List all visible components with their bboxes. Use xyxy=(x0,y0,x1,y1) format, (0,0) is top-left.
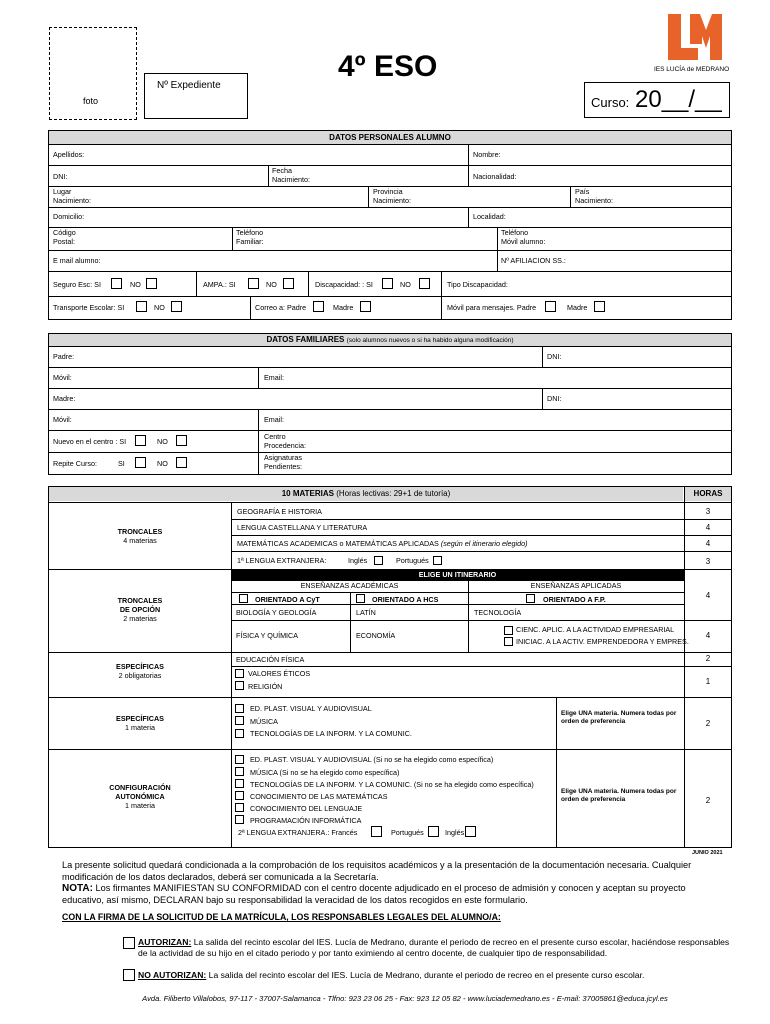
autorizan-body: La salida del recinto escolar del IES. Lucía de Medrano, durante el periodo de recreo en el presente curso escolar, haciéndose responsables de la actividad de su hijo en el citado periodo y por tanto eximiendo al centro docente, de cualquier tipo de responsabilidad. xyxy=(138,937,730,958)
familiares-title-text: DATOS FAMILIARES xyxy=(266,335,345,344)
pendientes-label: Pendientes: xyxy=(264,462,302,471)
ens-apl-header: ENSEÑANZAS APLICADAS xyxy=(530,581,622,590)
dni-label: DNI: xyxy=(53,172,68,181)
discapacidad-no-label: NO xyxy=(400,280,411,289)
nuevo-si-checkbox[interactable] xyxy=(135,435,146,446)
autorizan-label: AUTORIZAN: xyxy=(138,937,192,947)
mates-hours: 4 xyxy=(705,539,711,548)
troncales-opcion-sub: 2 materias xyxy=(123,614,157,623)
centro-label: Centro xyxy=(264,432,286,441)
transporte-no-checkbox[interactable] xyxy=(171,301,182,312)
domicilio-label: Domicilio: xyxy=(53,212,85,221)
junio-label: JUNIO 2021 xyxy=(692,850,723,856)
curso-value: 20__/__ xyxy=(635,86,722,113)
config-sub: 1 materia xyxy=(125,801,155,810)
ens-acad-header: ENSEÑANZAS ACADÉMICAS xyxy=(300,581,399,590)
especificas-sub: 2 obligatorias xyxy=(118,671,162,680)
personal-section xyxy=(48,130,732,320)
codigo-label: Código xyxy=(53,228,76,237)
seguro-no-label: NO xyxy=(130,280,141,289)
tipo-discapacidad-label: Tipo Discapacidad: xyxy=(447,280,508,289)
noautorizan-text xyxy=(138,970,736,981)
lext-ingles-checkbox[interactable] xyxy=(374,556,383,565)
photo-box xyxy=(49,27,137,120)
c-frances-checkbox[interactable] xyxy=(371,826,382,837)
horas-header: HORAS xyxy=(685,487,731,501)
procedencia-label: Procedencia: xyxy=(264,441,306,450)
movil-alumno-label: Móvil alumno: xyxy=(501,237,546,246)
footer-nota xyxy=(62,883,728,906)
c-prog-checkbox[interactable] xyxy=(235,815,244,824)
tecno-subject: TECNOLOGÍA xyxy=(474,608,522,617)
ampa-no-checkbox[interactable] xyxy=(283,278,294,289)
esp2-hours: 2 xyxy=(705,719,711,728)
telefono-familiar-label: Teléfono xyxy=(236,228,264,237)
troncales-label: TRONCALES xyxy=(117,527,163,536)
transporte-si-checkbox[interactable] xyxy=(136,301,147,312)
config-instruction: Elige UNA materia. Numera todas por orden de preferencia xyxy=(561,788,677,803)
cienc-checkbox[interactable] xyxy=(504,626,513,635)
lext-subject: 1ª LENGUA EXTRANJERA: xyxy=(237,556,327,565)
correo-padre-checkbox[interactable] xyxy=(313,301,324,312)
expediente-box[interactable] xyxy=(144,73,248,119)
religion-checkbox[interactable] xyxy=(235,681,244,690)
padre-movil-label: Móvil: xyxy=(53,373,72,382)
seguro-si-checkbox[interactable] xyxy=(111,278,122,289)
c-musica-subject: MÚSICA (Si no se ha elegido como específica) xyxy=(250,768,400,777)
c-tic-subject: TECNOLOGÍAS DE LA INFORM. Y LA COMUNIC. (Si no se ha elegido como específica) xyxy=(250,780,534,789)
valores-checkbox[interactable] xyxy=(235,669,244,678)
valores-subject: VALORES ÉTICOS xyxy=(248,669,311,678)
fisica-subject: FÍSICA Y QUÍMICA xyxy=(236,631,299,640)
mates-subject xyxy=(237,540,528,548)
familiares-title xyxy=(49,334,731,346)
apellidos-label: Apellidos: xyxy=(53,150,85,159)
discapacidad-no-checkbox[interactable] xyxy=(419,278,430,289)
movil-madre-checkbox[interactable] xyxy=(594,301,605,312)
curso-label: Curso: xyxy=(591,95,630,110)
c-portugues-label: Portugués xyxy=(391,828,424,837)
c-conmat-subject: CONOCIMIENTO DE LAS MATEMÁTICAS xyxy=(250,792,388,801)
pais-nac-label: Nacimiento: xyxy=(575,196,613,205)
materias-title-bold: 10 MATERIAS xyxy=(281,489,335,498)
ampa-no-label: NO xyxy=(266,280,277,289)
c-tic-checkbox[interactable] xyxy=(235,779,244,788)
or-hcs-label: ORIENTADO A HCS xyxy=(372,595,439,604)
autorizan-text xyxy=(138,937,736,959)
nuevo-label: Nuevo en el centro : SI xyxy=(53,437,127,446)
c-portugues-checkbox[interactable] xyxy=(428,826,439,837)
lext-hours: 3 xyxy=(705,557,711,566)
config-hours: 2 xyxy=(705,796,711,805)
telefono-movil-label: Teléfono xyxy=(501,228,529,237)
madre-movil-label: Móvil: xyxy=(53,415,72,424)
lugar-nac-label: Nacimiento: xyxy=(53,196,91,205)
especificas2-sub: 1 materia xyxy=(125,723,155,732)
lengua-subject: LENGUA CASTELLANA Y LITERATURA xyxy=(237,523,368,532)
or-cyt-checkbox[interactable] xyxy=(239,594,248,603)
itinerario-header: ELIGE UN ITINERARIO xyxy=(231,570,684,580)
c-musica-checkbox[interactable] xyxy=(235,767,244,776)
lext-portugues-label: Portugués xyxy=(396,556,429,565)
opcion-hours-2: 4 xyxy=(705,631,711,640)
config-label-1: CONFIGURACIÓN xyxy=(109,783,171,792)
c-conlen-checkbox[interactable] xyxy=(235,803,244,812)
noautorizan-checkbox[interactable] xyxy=(123,969,135,981)
musica-subject: MÚSICA xyxy=(250,717,278,726)
movil-padre-label: Móvil para mensajes. Padre xyxy=(447,303,537,312)
footer-condition: La presente solicitud quedará condicionada a la comprobación de los requisitos académicos y a la presentación de la documentación necesaria. Cualquier modificación de los datos declarados, deberá ser comunicada a la Secretaría. xyxy=(62,860,692,882)
footer-address: Avda. Filiberto Villalobos, 97-117 - 37007-Salamanca - Tlfno: 923 23 06 25 - Fax: 923 12 05 82 - www.luciademedrano.es - E-mail: 37005861@educa.jcyl.es xyxy=(142,994,668,1003)
discapacidad-label: Discapacidad: : SI xyxy=(315,280,373,289)
geo-subject: GEOGRAFÍA E HISTORIA xyxy=(237,507,322,516)
tic-subject: TECNOLOGÍAS DE LA INFORM. Y LA COMUNIC. xyxy=(250,729,412,738)
photo-label: foto xyxy=(83,96,99,106)
materias-title-rest: (Horas lectivas: 29+1 de tutoría) xyxy=(334,489,451,498)
expediente-label: Nº Expediente xyxy=(157,80,221,91)
nota-text: Los firmantes MANIFIESTAN SU CONFORMIDAD con el centro docente adjudicado en el proceso de admisión y conocen y aceptan su proyecto educativo, así mismo, DECLARAN bajo su responsabilidad la veracidad de los datos recogidos en este formulario. xyxy=(62,883,686,905)
or-fp-checkbox[interactable] xyxy=(526,594,535,603)
localidad-label: Localidad: xyxy=(473,212,506,221)
madre-dni-label: DNI: xyxy=(547,394,562,403)
or-cyt-label: ORIENTADO A CyT xyxy=(255,595,320,604)
repite-si-label: SI xyxy=(118,459,125,468)
vr-hours: 1 xyxy=(705,677,711,686)
or-fp-label: ORIENTADO A F.P. xyxy=(543,595,606,604)
provincia-nac-label: Nacimiento: xyxy=(373,196,411,205)
iniciac-checkbox[interactable] xyxy=(504,637,513,646)
repite-label: Repite Curso: xyxy=(53,459,97,468)
afiliacion-label: Nº AFILIACION SS.: xyxy=(501,256,566,265)
firma-heading: CON LA FIRMA DE LA SOLICITUD DE LA MATRÍCULA, LOS RESPONSABLES LEGALES DEL ALUMNO/A: xyxy=(62,912,501,922)
materias-title xyxy=(49,487,683,501)
musica-checkbox[interactable] xyxy=(235,716,244,725)
config-label-2: AUTONÓMICA xyxy=(115,792,165,801)
correo-madre-checkbox[interactable] xyxy=(360,301,371,312)
esp2-instruction: Elige UNA materia. Numera todas por orden de preferencia xyxy=(561,710,677,725)
correo-padre-label: Correo a: Padre xyxy=(255,303,307,312)
nombre-label: Nombre: xyxy=(473,150,501,159)
fecha-nac-label: Nacimiento: xyxy=(272,175,310,184)
curso-box[interactable] xyxy=(584,82,730,118)
familiar-label: Familiar: xyxy=(236,237,264,246)
personal-title: DATOS PERSONALES ALUMNO xyxy=(49,131,731,144)
postal-label: Postal: xyxy=(53,237,75,246)
padre-email-label: Email: xyxy=(264,373,284,382)
discapacidad-si-checkbox[interactable] xyxy=(382,278,393,289)
lugar-label: Lugar xyxy=(53,187,72,196)
mates-note: (según el itinerario elegido) xyxy=(438,539,528,548)
iniciac-subject: INICIAC. A LA ACTIV. EMPRENDEDORA Y EMPRES. xyxy=(516,637,689,646)
noautorizan-label: NO AUTORIZAN: xyxy=(138,970,207,980)
nuevo-no-label: NO xyxy=(157,437,168,446)
asignaturas-label: Asignaturas xyxy=(264,453,302,462)
seguro-label: Seguro Esc: SI xyxy=(53,280,101,289)
noautorizan-body: La salida del recinto escolar del IES. Lucía de Medrano, durante el periodo de recreo en el presente curso escolar. xyxy=(206,970,645,980)
email-alumno-label: E mail alumno: xyxy=(53,256,101,265)
plast-subject: ED. PLAST. VISUAL Y AUDIOVISUAL xyxy=(250,704,372,713)
ampa-si-checkbox[interactable] xyxy=(248,278,259,289)
cienc-subject: CIENC. APLIC. A LA ACTIVIDAD EMPRESARIAL xyxy=(516,625,675,634)
mates-text: MATEMÁTICAS ACADEMICAS o MATEMÁTICAS APLICADAS xyxy=(237,539,439,548)
especificas-label: ESPECÍFICAS xyxy=(116,662,164,671)
seguro-no-checkbox[interactable] xyxy=(146,278,157,289)
movil-madre-label: Madre xyxy=(567,303,588,312)
religion-subject: RELIGIÓN xyxy=(248,682,283,691)
especificas2-label: ESPECÍFICAS xyxy=(116,714,164,723)
transporte-label: Transporte Escolar: SI xyxy=(53,303,125,312)
school-name: IES LUCÍA de MEDRANO xyxy=(654,66,730,73)
familiares-section xyxy=(48,333,732,475)
nacionalidad-label: Nacionalidad: xyxy=(473,172,517,181)
c-conmat-checkbox[interactable] xyxy=(235,791,244,800)
bio-subject: BIOLOGÍA Y GEOLOGÍA xyxy=(236,608,317,617)
lext-portugues-checkbox[interactable] xyxy=(433,556,442,565)
padre-dni-label: DNI: xyxy=(547,352,562,361)
ampa-label: AMPA.: SI xyxy=(203,280,236,289)
fecha-label: Fecha xyxy=(272,166,292,175)
c-conlen-subject: CONOCIMIENTO DEL LENGUAJE xyxy=(250,804,363,813)
c-prog-subject: PROGRAMACIÓN INFORMÁTICA xyxy=(250,816,362,825)
repite-si-checkbox[interactable] xyxy=(135,457,146,468)
troncales-opcion-label-2: DE OPCIÓN xyxy=(119,605,161,614)
troncales-sub: 4 materias xyxy=(123,536,157,545)
page-title: 4º ESO xyxy=(338,50,438,83)
repite-no-checkbox[interactable] xyxy=(176,457,187,468)
ef-subject: EDUCACIÓN FÍSICA xyxy=(236,655,305,664)
c-lext-subject: 2ª LENGUA EXTRANJERA.: Francés xyxy=(238,828,358,837)
plast-checkbox[interactable] xyxy=(235,704,244,713)
autorizan-checkbox[interactable] xyxy=(123,937,135,949)
madre-label: Madre: xyxy=(53,394,76,403)
economia-subject: ECONOMÍA xyxy=(356,631,396,640)
transporte-no-label: NO xyxy=(154,303,165,312)
c-plast-checkbox[interactable] xyxy=(235,755,244,764)
repite-no-label: NO xyxy=(157,459,168,468)
c-plast-subject: ED. PLAST. VISUAL Y AUDIOVISUAL (Si no se ha elegido como específica) xyxy=(250,755,494,764)
familiares-subtitle: (solo alumnos nuevos o si ha habido alguna modificación) xyxy=(346,337,514,344)
tic-checkbox[interactable] xyxy=(235,729,244,738)
ef-hours: 2 xyxy=(705,654,711,663)
provincia-label: Provincia xyxy=(373,187,403,196)
geo-hours: 3 xyxy=(705,507,711,516)
school-logo xyxy=(662,14,726,66)
opcion-hours-1: 4 xyxy=(705,591,711,600)
latin-subject: LATÍN xyxy=(356,608,376,617)
c-ingles-label: Inglés xyxy=(445,828,465,837)
nuevo-no-checkbox[interactable] xyxy=(176,435,187,446)
lengua-hours: 4 xyxy=(705,523,711,532)
nota-label: NOTA: xyxy=(62,883,93,894)
padre-label: Padre: xyxy=(53,352,75,361)
c-ingles-checkbox[interactable] xyxy=(465,826,476,837)
troncales-opcion-label-1: TRONCALES xyxy=(117,596,163,605)
pais-label: País xyxy=(575,187,590,196)
correo-madre-label: Madre xyxy=(333,303,354,312)
madre-email-label: Email: xyxy=(264,415,284,424)
movil-padre-checkbox[interactable] xyxy=(545,301,556,312)
lext-ingles-label: Inglés xyxy=(348,556,368,565)
or-hcs-checkbox[interactable] xyxy=(356,594,365,603)
